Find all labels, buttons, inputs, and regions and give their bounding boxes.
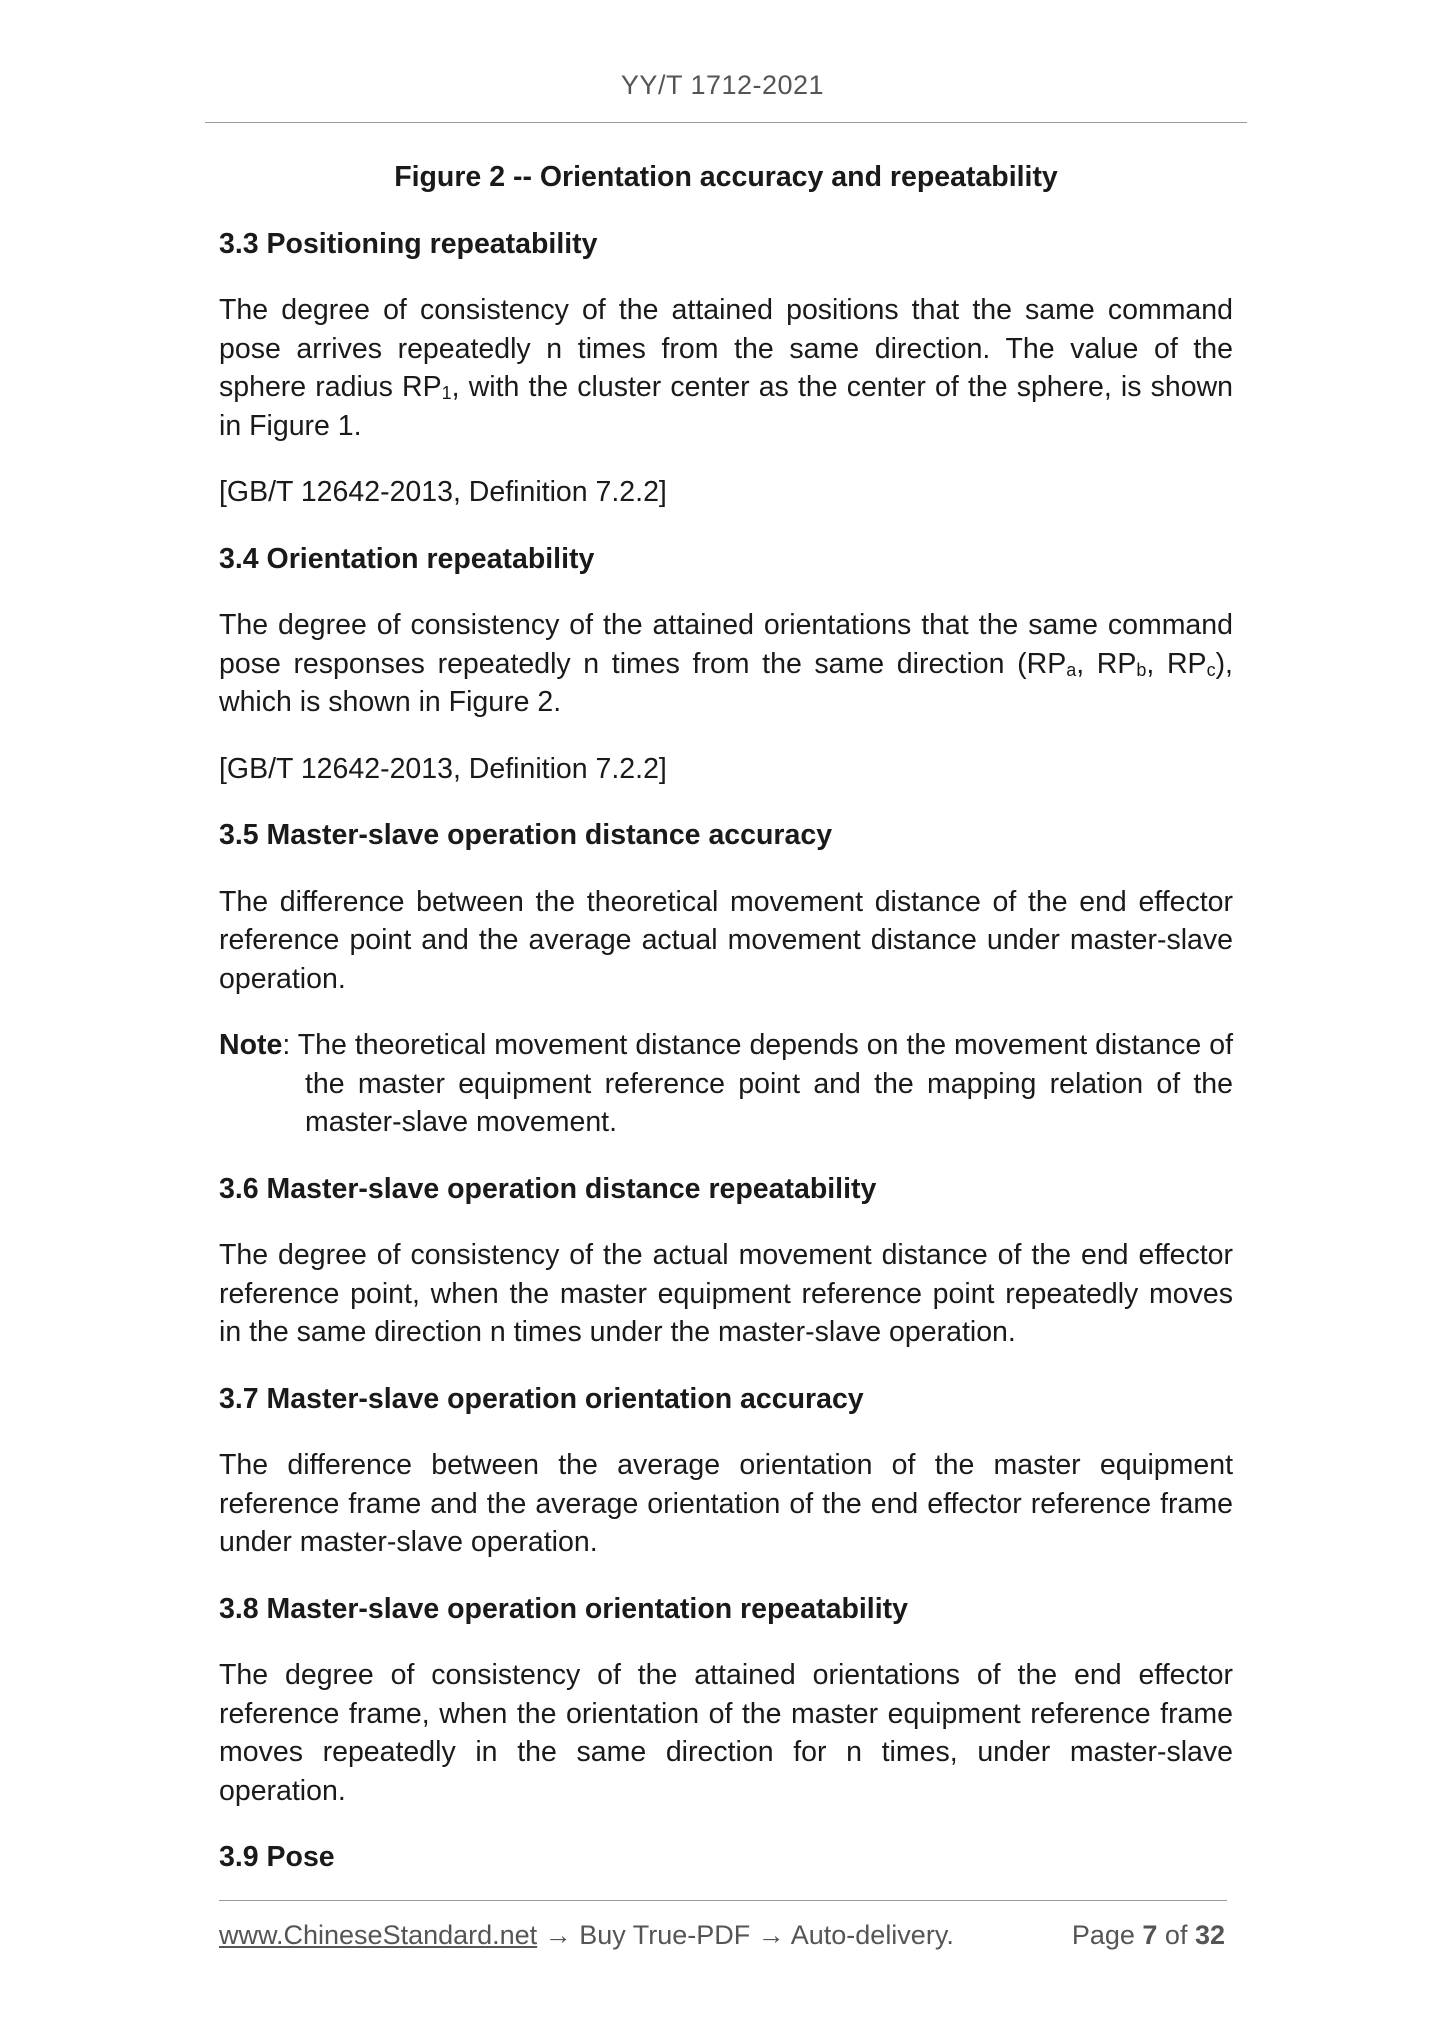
subscript: 1: [441, 383, 452, 403]
subscript: b: [1136, 659, 1147, 680]
page-indicator: [1072, 1920, 1225, 1951]
section-heading-3-5: 3.5 Master-slave operation distance accuracy: [219, 819, 833, 851]
note-3-5: [219, 1026, 1233, 1142]
section-heading-3-3: 3.3 Positioning repeatability: [219, 227, 598, 260]
footer-left: [219, 1920, 954, 1951]
footer-tagline: → Buy True-PDF → Auto-delivery.: [537, 1920, 954, 1950]
page-total: 32: [1194, 1920, 1225, 1950]
page-word: Page: [1071, 1920, 1143, 1950]
section-paragraph-3-8: The degree of consistency of the attained orientations of the end effector reference frame, when the orientation of the master equipment reference frame moves repeatedly in the same direction for n times, under master-slave operation.: [219, 1659, 1233, 1807]
page-footer: [219, 1920, 1225, 1951]
section-heading-3-4: 3.4 Orientation repeatability: [219, 542, 595, 575]
section-heading-3-6: 3.6 Master-slave operation distance repeatability: [219, 1172, 877, 1205]
subscript: c: [1206, 659, 1216, 680]
paragraph-text: The degree of consistency of the attained positions that the same command pose arrives repeatedly n times from the same direction. The value of the sphere radius RP: [219, 294, 1233, 403]
paragraph-text: , RP: [1076, 647, 1137, 680]
figure-caption: Figure 2 -- Orientation accuracy and repeatability: [394, 161, 1058, 193]
document-body: [219, 158, 1233, 1905]
paragraph-text: , RP: [1146, 647, 1207, 680]
note-text: : The theoretical movement distance depends on the movement distance of the master equipment reference point and the mapping relation of the master-slave movement.: [282, 1029, 1233, 1138]
section-heading-3-7: 3.7 Master-slave operation orientation accuracy: [219, 1382, 864, 1415]
paragraph-text: ), which is shown in Figure 2.: [219, 647, 1233, 718]
section-paragraph-3-7: The difference between the average orientation of the master equipment reference frame and the average orientation of the end effector reference frame under master-slave operation.: [219, 1449, 1233, 1558]
section-heading-3-9: 3.9 Pose: [219, 1841, 335, 1873]
footer-divider: [219, 1900, 1227, 1901]
section-paragraph-3-6: The degree of consistency of the actual movement distance of the end effector reference point, when the master equipment reference point repeatedly moves in the same direction n times under the master-slave operation.: [219, 1239, 1233, 1348]
website-link[interactable]: www.ChineseStandard.net: [219, 1920, 538, 1950]
note-label: Note: [219, 1029, 283, 1061]
reference-3-4: [GB/T 12642-2013, Definition 7.2.2]: [219, 752, 667, 785]
of-word: of: [1157, 1920, 1195, 1950]
section-paragraph-3-5: The difference between the theoretical movement distance of the end effector reference point and the average actual movement distance under master-slave operation.: [219, 885, 1233, 995]
header-divider: [205, 122, 1247, 123]
paragraph-text: The degree of consistency of the attained orientations that the same command pose responses repeatedly n times from the same direction (RP: [219, 609, 1233, 680]
section-heading-3-8: 3.8 Master-slave operation orientation repeatability: [219, 1592, 908, 1625]
section-paragraph-3-3: [219, 291, 1233, 445]
subscript: a: [1066, 659, 1077, 680]
page-header: YY/T 1712-2021: [620, 70, 825, 100]
page-number: 7: [1142, 1920, 1158, 1950]
paragraph-text: , with the cluster center as the center of the sphere, is shown in Figure 1.: [219, 371, 1233, 442]
reference-3-3: [GB/T 12642-2013, Definition 7.2.2]: [219, 476, 667, 508]
section-paragraph-3-4: [219, 606, 1233, 722]
